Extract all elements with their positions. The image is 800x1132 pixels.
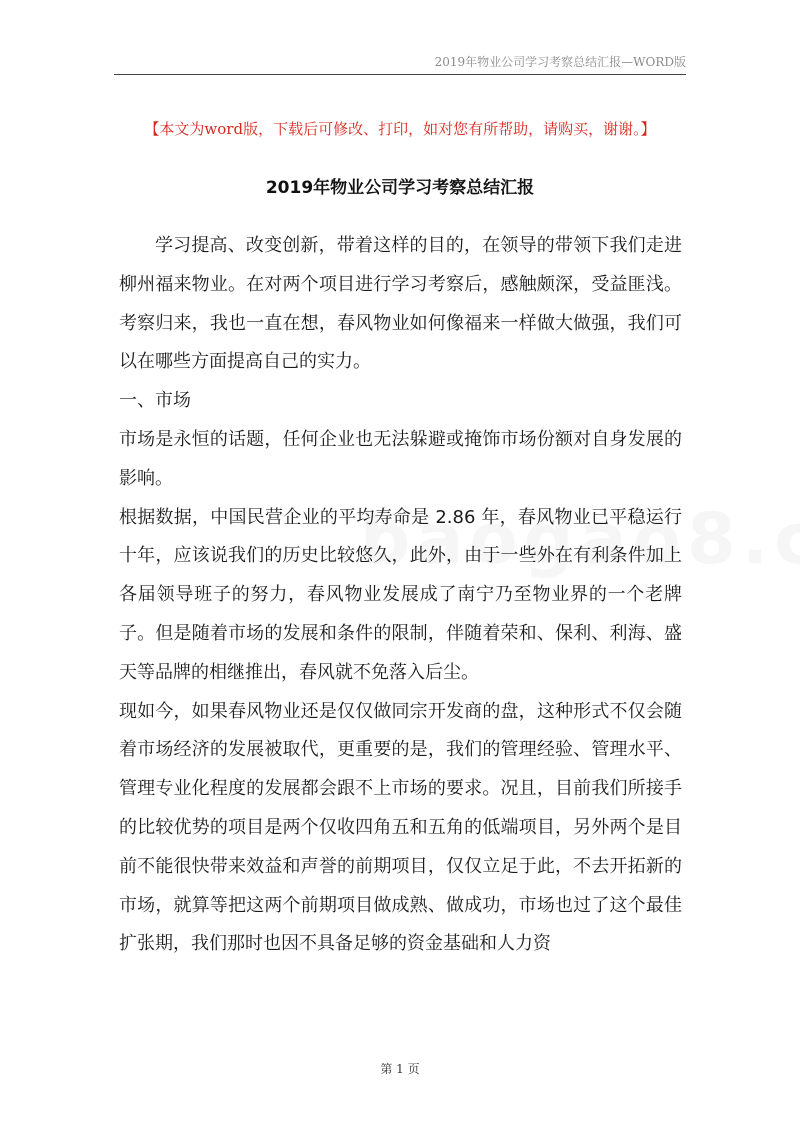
running-header: 2019年物业公司学习考察总结汇报—WORD版 xyxy=(434,55,686,69)
header-divider xyxy=(114,74,686,75)
page-number: 第 1 页 xyxy=(380,1062,420,1076)
paragraph: 现如今，如果春风物业还是仅仅做同宗开发商的盘，这种形式不仅会随着市场经济的发展被取代，更重要的是，我们的管理经验、管理水平、管理专业化程度的发展都会跟不上市场的要求。况且，目前我们所接手的比较优势的项目是两个仅收四角五和五角的低端项目，另外两个是目前不能很快带来效益和声誉的前期项目，仅仅立足于此，不去开拓新的市场，就算等把这两个前期项目做成熟、做成功，市场也过了这个最佳扩张期，我们那时也因不具备足够的资金基础和人力资 xyxy=(119,700,682,955)
paragraph: 根据数据，中国民营企业的平均寿命是 2.86 年，春风物业已平稳运行十年，应该说我们的历史比较悠久，此外，由于一些外在有利条件加上各届领导班子的努力，春风物业发展成了南宁乃至物业界的一个老牌子。但是随着市场的发展和条件的限制，伴随着荣和、保利、利海、盛天等品牌的相继推出，春风就不免落入后尘。 xyxy=(119,506,682,683)
document-title: 2019年物业公司学习考察总结汇报 xyxy=(265,178,535,198)
section-heading-market: 一、市场 xyxy=(119,390,191,412)
paragraph: 市场是永恒的话题，任何企业也无法躲避或掩饰市场份额对自身发展的影响。 xyxy=(119,428,682,489)
purchase-notice: 【本文为word版，下载后可修改、打印，如对您有所帮助，请购买，谢谢。】 xyxy=(144,120,656,138)
document-body xyxy=(119,227,682,964)
paragraph-intro: 学习提高、改变创新，带着这样的目的，在领导的带领下我们走进柳州福来物业。在对两个项目进行学习考察后，感触颇深，受益匪浅。考察归来，我也一直在想，春风物业如何像福来一样做大做强，我们可以在哪些方面提高自己的实力。 xyxy=(119,235,682,373)
